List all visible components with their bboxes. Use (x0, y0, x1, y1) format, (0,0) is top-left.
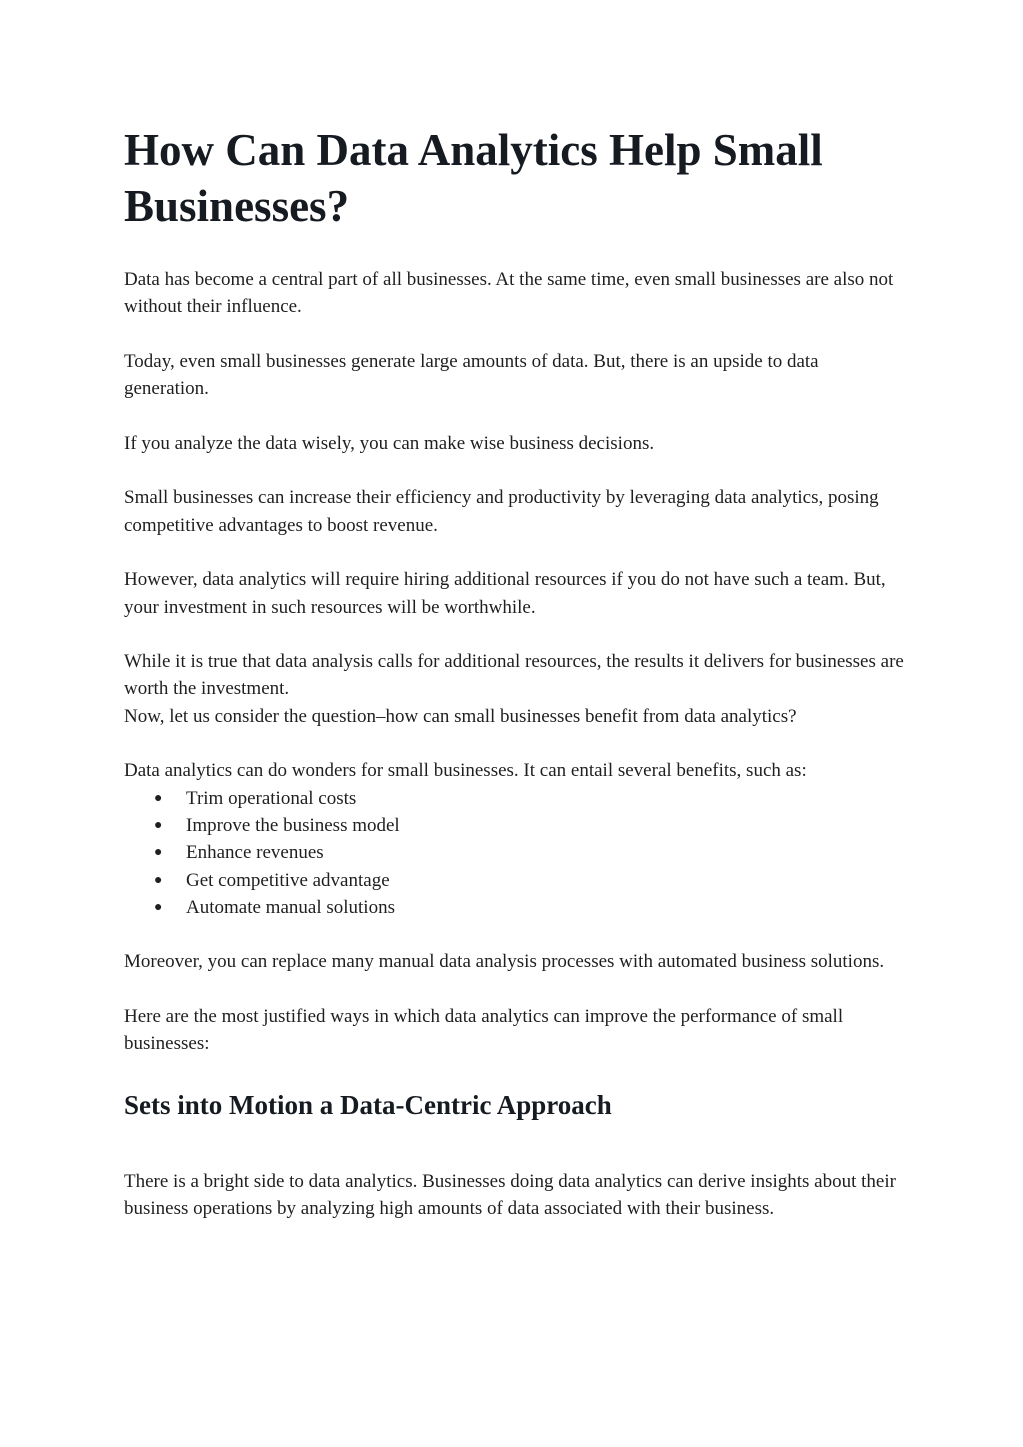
benefits-list (124, 785, 904, 921)
bullet-icon: ● (154, 790, 163, 806)
paragraph-intro-2: Today, even small businesses generate large amounts of data. But, there is an upside to data generation. (124, 350, 819, 400)
paragraph-intro-3: If you analyze the data wisely, you can make wise business decisions. (124, 432, 655, 454)
paragraph-ways: Here are the most justified ways in which data analytics can improve the performance of small businesses: (124, 1006, 844, 1055)
list-item-text: Improve the business model (186, 814, 400, 836)
list-item-text: Automate manual solutions (186, 896, 395, 918)
paragraph-intro-5: However, data analytics will require hiring additional resources if you do not have such a team. But, your investment in such resources will be worthwhile. (124, 569, 886, 618)
paragraph-list-intro: Data analytics can do wonders for small businesses. It can entail several benefits, such as: (124, 760, 807, 782)
page-title: How Can Data Analytics Help Small Businesses? (124, 125, 823, 231)
list-item-text: Get competitive advantage (186, 869, 390, 891)
list-item-text: Enhance revenues (186, 842, 324, 864)
paragraph-intro-4: Small businesses can increase their efficiency and productivity by leveraging data analytics, posing competitive advantages to boost revenue. (124, 487, 879, 536)
list-item-text: Trim operational costs (186, 787, 357, 809)
paragraph-intro-1: Data has become a central part of all businesses. At the same time, even small businesses are also not without their influence. (124, 269, 894, 318)
bullet-icon: ● (154, 845, 163, 861)
paragraph-intro-7: Now, let us consider the question–how can small businesses benefit from data analytics? (124, 705, 797, 727)
bullet-icon: ● (154, 899, 163, 915)
list-item (124, 785, 904, 812)
document-page (124, 122, 904, 1222)
list-item (124, 867, 904, 894)
bullet-icon: ● (154, 817, 163, 833)
paragraph-automation: Moreover, you can replace many manual data analysis processes with automated business solutions. (124, 951, 885, 973)
section-heading: Sets into Motion a Data-Centric Approach (124, 1089, 612, 1120)
paragraph-intro-6: While it is true that data analysis calls for additional resources, the results it delivers for businesses are worth the investment. (124, 651, 904, 700)
list-item (124, 812, 904, 839)
list-item (124, 894, 904, 921)
list-item (124, 839, 904, 866)
section-paragraph: There is a bright side to data analytics. Businesses doing data analytics can derive insights about their business operations by analyzing high amounts of data associated with their business. (124, 1170, 896, 1219)
bullet-icon: ● (154, 872, 163, 888)
